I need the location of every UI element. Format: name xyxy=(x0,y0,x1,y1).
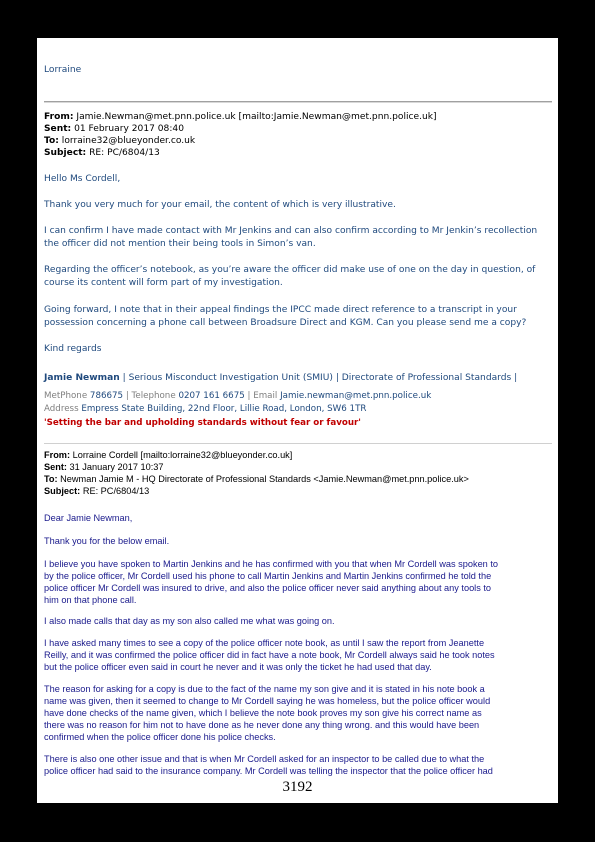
email2-paragraph-line: The reason for asking for a copy is due to the fact of the name my son give and it is stated in his note book a xyxy=(44,684,485,694)
address-value: Empress State Building, 22nd Floor, Lillie Road, London, SW6 1TR xyxy=(81,404,367,414)
email2-paragraph-line: confirmed when the police officer done his police checks. xyxy=(44,732,276,742)
email2-sent-value: 31 January 2017 10:37 xyxy=(69,462,164,472)
email2-sent-label: Sent: xyxy=(44,462,67,472)
email2-from-value: Lorraine Cordell [mailto:lorraine32@blueyonder.co.uk] xyxy=(72,450,293,460)
email2-paragraph-line: police officer Mr Cordell was insured to drive, and also the police officer never said anything about any tools to xyxy=(44,583,492,593)
signature-motto: 'Setting the bar and upholding standards without fear or favour' xyxy=(44,418,361,428)
email2-paragraph-line: There is also one other issue and that is when Mr Cordell asked for an inspector to be called due to what the xyxy=(44,754,485,764)
email1-paragraph-line: the officer did not mention their being tools in Simon’s van. xyxy=(44,239,316,249)
email1-sent-value: 01 February 2017 08:40 xyxy=(74,124,184,134)
email-divider xyxy=(44,443,552,444)
email2-paragraph-line: there was no reason for him not to have done as he never done any thing wrong. and this would have been xyxy=(44,720,480,730)
email1-paragraph-line: possession concerning a phone call between Broadsure Direct and KGM. Can you please send me a copy? xyxy=(44,318,527,328)
email2-to-label: To: xyxy=(44,474,58,484)
email1-from xyxy=(44,112,437,122)
email2-paragraph-line: have done checks of the name given, which I believe the note book proves my son give his correct name as xyxy=(44,708,482,718)
metphone-value: 786675 xyxy=(89,391,124,401)
email2-subject xyxy=(44,486,149,496)
email-value: Jamie.newman@met.pnn.police.uk xyxy=(280,391,432,401)
email1-subject-value: RE: PC/6804/13 xyxy=(89,148,160,158)
email2-paragraph: I also made calls that day as my son also called me what was going on. xyxy=(44,616,335,626)
email1-from-value: Jamie.Newman@met.pnn.police.uk [mailto:Jamie.Newman@met.pnn.police.uk] xyxy=(76,112,437,122)
telephone-label: | Telephone xyxy=(123,391,179,401)
header-divider xyxy=(44,101,552,103)
email2-paragraph-line: him on that phone call. xyxy=(44,595,137,605)
email1-paragraph-line: course its content will form part of my investigation. xyxy=(44,278,283,288)
email1-sent-label: Sent: xyxy=(44,124,72,134)
email1-sent xyxy=(44,124,184,134)
email1-greeting: Hello Ms Cordell, xyxy=(44,174,121,184)
email1-to-label: To: xyxy=(44,136,59,146)
email2-paragraph: Thank you for the below email. xyxy=(44,536,170,546)
signature-address xyxy=(44,404,366,414)
signature-name: Jamie Newman xyxy=(44,373,120,383)
email2-paragraph-line: police officer had said to the insurance company. Mr Cordell was telling the inspector that the police officer had xyxy=(44,766,493,776)
email2-from-label: From: xyxy=(44,450,71,460)
email1-closing: Kind regards xyxy=(44,344,102,354)
email2-greeting: Dear Jamie Newman, xyxy=(44,513,133,523)
document-page xyxy=(37,38,558,803)
email-label: | Email xyxy=(244,391,281,401)
email1-paragraph: Thank you very much for your email, the content of which is very illustrative. xyxy=(44,200,396,210)
email2-paragraph-line: by the police officer, Mr Cordell used his phone to call Martin Jenkins and Martin Jenkins confirmed he told the xyxy=(44,571,492,581)
signature-line xyxy=(44,373,517,383)
email2-paragraph-line: name was given, then it seemed to change to Mr Cordell saying he was homeless, but the police officer would xyxy=(44,696,491,706)
email2-subject-label: Subject: xyxy=(44,486,81,496)
email1-to-value: lorraine32@blueyonder.co.uk xyxy=(61,136,196,146)
signature-unit: | Serious Misconduct Investigation Unit (SMIU) | Directorate of Professional Standards | xyxy=(119,373,518,383)
email2-paragraph-line: Reilly, and it was confirmed the police officer did in fact have a note book, Mr Cordell always said he took notes xyxy=(44,650,495,660)
email1-paragraph-line: Going forward, I note that in their appeal findings the IPCC made direct reference to a transcript in your xyxy=(44,305,517,315)
email2-sent xyxy=(44,462,164,472)
email1-paragraph-line: Regarding the officer’s notebook, as you’re aware the officer did make use of one on the day in question, of xyxy=(44,265,536,275)
email1-to xyxy=(44,136,195,146)
email2-subject-value: RE: PC/6804/13 xyxy=(82,486,150,496)
email2-paragraph-line: I believe you have spoken to Martin Jenkins and he has confirmed with you that when Mr Cordell was spoken to xyxy=(44,559,499,569)
email2-to-value: Newman Jamie M - HQ Directorate of Professional Standards <Jamie.Newman@met.pnn.police.uk> xyxy=(60,474,469,484)
email2-from xyxy=(44,450,292,460)
telephone-value: 0207 161 6675 xyxy=(178,391,245,401)
page-number: 3192 xyxy=(282,779,313,795)
metphone-label: MetPhone xyxy=(44,391,90,401)
email2-to xyxy=(44,474,469,484)
email2-paragraph-line: I have asked many times to see a copy of the police officer note book, as until I saw the report from Jeanette xyxy=(44,638,485,648)
email1-subject xyxy=(44,148,160,158)
address-label: Address xyxy=(44,404,82,414)
signature-contact xyxy=(44,391,431,401)
email1-subject-label: Subject: xyxy=(44,148,87,158)
email2-paragraph-line: but the police officer even said in court he never and it was only the ticket he had used that day. xyxy=(44,662,432,672)
email1-from-label: From: xyxy=(44,112,74,122)
top-name: Lorraine xyxy=(44,65,82,75)
email1-paragraph-line: I can confirm I have made contact with Mr Jenkins and can also confirm according to Mr Jenkin’s recollection xyxy=(44,226,538,236)
